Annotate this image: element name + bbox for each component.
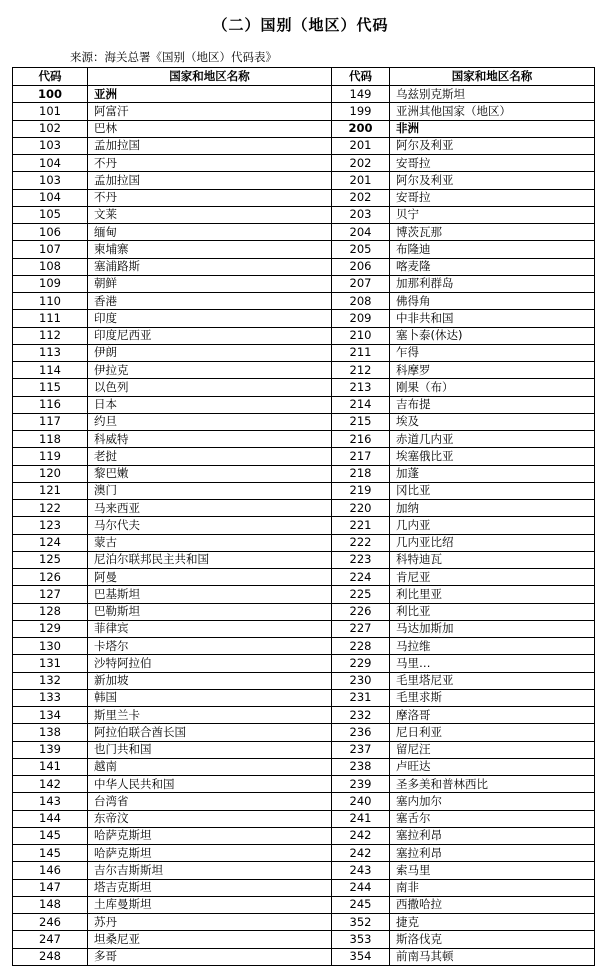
cell-name-left: 老挝 <box>88 448 332 465</box>
cell-name-left: 吉尔吉斯斯坦 <box>88 862 332 879</box>
cell-code-right: 205 <box>332 241 390 258</box>
cell-code-left: 123 <box>13 517 88 534</box>
cell-code-right: 229 <box>332 655 390 672</box>
cell-name-right: 喀麦隆 <box>390 258 595 275</box>
cell-code-right: 352 <box>332 914 390 931</box>
cell-name-left: 台湾省 <box>88 793 332 810</box>
table-row <box>13 500 595 517</box>
table-row <box>13 327 595 344</box>
cell-name-left: 马尔代夫 <box>88 517 332 534</box>
cell-name-right: 毛里求斯 <box>390 689 595 706</box>
cell-name-left: 巴勒斯坦 <box>88 603 332 620</box>
cell-name-left: 孟加拉国 <box>88 137 332 154</box>
cell-code-right: 353 <box>332 931 390 948</box>
cell-name-right: 南非 <box>390 879 595 896</box>
table-row <box>13 672 595 689</box>
cell-code-right: 242 <box>332 845 390 862</box>
cell-name-left: 巴林 <box>88 120 332 137</box>
cell-code-right: 221 <box>332 517 390 534</box>
table-row <box>13 724 595 741</box>
cell-name-right: 马拉维 <box>390 638 595 655</box>
cell-code-right: 202 <box>332 155 390 172</box>
cell-name-right: 圣多美和普林西比 <box>390 776 595 793</box>
cell-name-right: 科特迪瓦 <box>390 551 595 568</box>
cell-code-left: 104 <box>13 155 88 172</box>
table-row <box>13 845 595 862</box>
cell-code-left: 114 <box>13 362 88 379</box>
cell-name-right: 加纳 <box>390 500 595 517</box>
cell-code-right: 211 <box>332 344 390 361</box>
cell-name-left: 蒙古 <box>88 534 332 551</box>
cell-code-left: 144 <box>13 810 88 827</box>
cell-name-right: 加蓬 <box>390 465 595 482</box>
cell-name-right: 留尼汪 <box>390 741 595 758</box>
cell-code-right: 217 <box>332 448 390 465</box>
table-row <box>13 172 595 189</box>
cell-name-right: 贝宁 <box>390 206 595 223</box>
table-row <box>13 827 595 844</box>
cell-name-right: 利比亚 <box>390 603 595 620</box>
cell-code-left: 115 <box>13 379 88 396</box>
table-row <box>13 241 595 258</box>
cell-code-right: 215 <box>332 413 390 430</box>
table-row <box>13 914 595 931</box>
table-row <box>13 103 595 120</box>
table-row <box>13 707 595 724</box>
cell-code-left: 104 <box>13 189 88 206</box>
cell-code-left: 118 <box>13 431 88 448</box>
cell-code-right: 227 <box>332 620 390 637</box>
table-row <box>13 758 595 775</box>
cell-name-right: 塞拉利昂 <box>390 845 595 862</box>
cell-name-left: 坦桑尼亚 <box>88 931 332 948</box>
cell-name-left: 土库曼斯坦 <box>88 896 332 913</box>
table-row <box>13 534 595 551</box>
cell-name-left: 缅甸 <box>88 224 332 241</box>
cell-code-left: 121 <box>13 482 88 499</box>
cell-code-right: 212 <box>332 362 390 379</box>
cell-code-right: 241 <box>332 810 390 827</box>
cell-code-left: 112 <box>13 327 88 344</box>
cell-name-left: 阿曼 <box>88 569 332 586</box>
cell-name-right: 佛得角 <box>390 293 595 310</box>
cell-code-right: 224 <box>332 569 390 586</box>
table-row <box>13 862 595 879</box>
cell-code-right: 232 <box>332 707 390 724</box>
table-row <box>13 776 595 793</box>
cell-code-left: 248 <box>13 948 88 965</box>
table-row <box>13 137 595 154</box>
table-row <box>13 879 595 896</box>
table-row <box>13 896 595 913</box>
table-row <box>13 275 595 292</box>
cell-code-right: 214 <box>332 396 390 413</box>
cell-code-left: 127 <box>13 586 88 603</box>
cell-code-left: 129 <box>13 620 88 637</box>
cell-code-right: 206 <box>332 258 390 275</box>
cell-code-left: 116 <box>13 396 88 413</box>
cell-code-left: 139 <box>13 741 88 758</box>
cell-code-left: 145 <box>13 845 88 862</box>
cell-name-left: 印度尼西亚 <box>88 327 332 344</box>
cell-code-right: 201 <box>332 137 390 154</box>
cell-name-right: 前南马其顿 <box>390 948 595 965</box>
cell-name-left: 黎巴嫩 <box>88 465 332 482</box>
cell-name-left: 越南 <box>88 758 332 775</box>
cell-name-right: 马达加斯加 <box>390 620 595 637</box>
cell-name-left: 阿富汗 <box>88 103 332 120</box>
cell-code-left: 105 <box>13 206 88 223</box>
cell-code-left: 133 <box>13 689 88 706</box>
table-row <box>13 465 595 482</box>
cell-code-right: 240 <box>332 793 390 810</box>
cell-code-left: 110 <box>13 293 88 310</box>
table-row <box>13 448 595 465</box>
country-code-table <box>12 67 595 966</box>
cell-code-right: 244 <box>332 879 390 896</box>
cell-code-left: 111 <box>13 310 88 327</box>
cell-name-right: 安哥拉 <box>390 189 595 206</box>
cell-code-left: 122 <box>13 500 88 517</box>
cell-name-right: 斯洛伐克 <box>390 931 595 948</box>
cell-code-left: 108 <box>13 258 88 275</box>
table-row <box>13 293 595 310</box>
cell-name-right: 刚果（布） <box>390 379 595 396</box>
table-row <box>13 206 595 223</box>
table-row <box>13 931 595 948</box>
table-row <box>13 379 595 396</box>
cell-code-right: 242 <box>332 827 390 844</box>
cell-name-left: 香港 <box>88 293 332 310</box>
cell-code-left: 106 <box>13 224 88 241</box>
cell-name-right: 卢旺达 <box>390 758 595 775</box>
cell-name-left: 斯里兰卡 <box>88 707 332 724</box>
header-code-right: 代码 <box>332 68 390 86</box>
cell-name-left: 苏丹 <box>88 914 332 931</box>
cell-name-right: 捷克 <box>390 914 595 931</box>
header-code-left: 代码 <box>13 68 88 86</box>
cell-code-right: 239 <box>332 776 390 793</box>
cell-code-right: 199 <box>332 103 390 120</box>
cell-code-left: 143 <box>13 793 88 810</box>
cell-name-right: 塞卜泰(休达) <box>390 327 595 344</box>
cell-code-left: 119 <box>13 448 88 465</box>
cell-name-left: 塞浦路斯 <box>88 258 332 275</box>
cell-name-left: 沙特阿拉伯 <box>88 655 332 672</box>
cell-name-left: 约旦 <box>88 413 332 430</box>
cell-code-left: 146 <box>13 862 88 879</box>
cell-name-right: 布隆迪 <box>390 241 595 258</box>
cell-name-left: 以色列 <box>88 379 332 396</box>
table-row <box>13 810 595 827</box>
cell-code-right: 219 <box>332 482 390 499</box>
table-row <box>13 431 595 448</box>
cell-code-right: 225 <box>332 586 390 603</box>
cell-name-left: 朝鲜 <box>88 275 332 292</box>
cell-code-left: 138 <box>13 724 88 741</box>
cell-name-right: 科摩罗 <box>390 362 595 379</box>
table-row <box>13 655 595 672</box>
cell-code-right: 216 <box>332 431 390 448</box>
cell-name-right: 赤道几内亚 <box>390 431 595 448</box>
cell-code-left: 247 <box>13 931 88 948</box>
cell-name-right: 吉布提 <box>390 396 595 413</box>
cell-name-left: 菲律宾 <box>88 620 332 637</box>
table-row <box>13 793 595 810</box>
cell-code-right: 223 <box>332 551 390 568</box>
cell-name-right: 非洲 <box>390 120 595 137</box>
table-row <box>13 86 595 103</box>
cell-name-right: 马里… <box>390 655 595 672</box>
table-row <box>13 396 595 413</box>
cell-code-right: 204 <box>332 224 390 241</box>
cell-code-left: 117 <box>13 413 88 430</box>
cell-name-right: 塞拉利昂 <box>390 827 595 844</box>
cell-code-right: 149 <box>332 86 390 103</box>
table-row <box>13 517 595 534</box>
cell-code-left: 142 <box>13 776 88 793</box>
cell-code-right: 236 <box>332 724 390 741</box>
table-row <box>13 569 595 586</box>
table-body <box>13 86 595 966</box>
cell-name-left: 不丹 <box>88 189 332 206</box>
cell-code-right: 210 <box>332 327 390 344</box>
cell-name-right: 西撒哈拉 <box>390 896 595 913</box>
cell-code-left: 130 <box>13 638 88 655</box>
cell-name-left: 日本 <box>88 396 332 413</box>
cell-name-left: 尼泊尔联邦民主共和国 <box>88 551 332 568</box>
cell-code-right: 222 <box>332 534 390 551</box>
cell-code-left: 132 <box>13 672 88 689</box>
cell-name-right: 乌兹别克斯坦 <box>390 86 595 103</box>
cell-code-left: 101 <box>13 103 88 120</box>
cell-code-right: 213 <box>332 379 390 396</box>
table-row <box>13 155 595 172</box>
cell-name-right: 摩洛哥 <box>390 707 595 724</box>
table-row <box>13 120 595 137</box>
table-header-row <box>13 68 595 86</box>
cell-name-left: 卡塔尔 <box>88 638 332 655</box>
cell-name-left: 阿拉伯联合酋长国 <box>88 724 332 741</box>
table-row <box>13 189 595 206</box>
source-note: 来源：海关总署《国别（地区）代码表》 <box>70 50 277 64</box>
cell-code-right: 203 <box>332 206 390 223</box>
cell-name-right: 埃塞俄比亚 <box>390 448 595 465</box>
cell-name-right: 阿尔及利亚 <box>390 172 595 189</box>
cell-code-right: 200 <box>332 120 390 137</box>
cell-code-left: 124 <box>13 534 88 551</box>
cell-code-right: 238 <box>332 758 390 775</box>
cell-code-right: 220 <box>332 500 390 517</box>
cell-name-left: 巴基斯坦 <box>88 586 332 603</box>
cell-name-right: 利比里亚 <box>390 586 595 603</box>
cell-code-right: 208 <box>332 293 390 310</box>
header-name-right: 国家和地区名称 <box>390 68 595 86</box>
table-row <box>13 310 595 327</box>
table-row <box>13 620 595 637</box>
cell-name-right: 中非共和国 <box>390 310 595 327</box>
table-row <box>13 603 595 620</box>
cell-name-left: 中华人民共和国 <box>88 776 332 793</box>
table-row <box>13 413 595 430</box>
cell-code-right: 209 <box>332 310 390 327</box>
cell-code-left: 128 <box>13 603 88 620</box>
cell-name-right: 阿尔及利亚 <box>390 137 595 154</box>
cell-name-right: 几内亚 <box>390 517 595 534</box>
cell-name-right: 加那利群岛 <box>390 275 595 292</box>
cell-code-right: 230 <box>332 672 390 689</box>
cell-code-right: 243 <box>332 862 390 879</box>
cell-code-left: 103 <box>13 137 88 154</box>
cell-code-right: 207 <box>332 275 390 292</box>
cell-name-left: 柬埔寨 <box>88 241 332 258</box>
cell-name-left: 亚洲 <box>88 86 332 103</box>
cell-name-right: 埃及 <box>390 413 595 430</box>
cell-code-right: 354 <box>332 948 390 965</box>
cell-code-left: 134 <box>13 707 88 724</box>
cell-name-left: 多哥 <box>88 948 332 965</box>
cell-code-left: 100 <box>13 86 88 103</box>
cell-name-right: 塞舌尔 <box>390 810 595 827</box>
cell-code-right: 202 <box>332 189 390 206</box>
cell-name-right: 肯尼亚 <box>390 569 595 586</box>
cell-name-left: 东帝汶 <box>88 810 332 827</box>
table-row <box>13 586 595 603</box>
cell-code-left: 147 <box>13 879 88 896</box>
cell-name-left: 韩国 <box>88 689 332 706</box>
table-row <box>13 344 595 361</box>
cell-name-right: 几内亚比绍 <box>390 534 595 551</box>
cell-code-left: 120 <box>13 465 88 482</box>
cell-name-right: 索马里 <box>390 862 595 879</box>
cell-name-left: 也门共和国 <box>88 741 332 758</box>
cell-code-left: 113 <box>13 344 88 361</box>
cell-name-left: 不丹 <box>88 155 332 172</box>
cell-name-left: 伊朗 <box>88 344 332 361</box>
cell-name-left: 孟加拉国 <box>88 172 332 189</box>
cell-code-right: 231 <box>332 689 390 706</box>
cell-code-right: 201 <box>332 172 390 189</box>
cell-code-left: 246 <box>13 914 88 931</box>
cell-name-right: 博茨瓦那 <box>390 224 595 241</box>
cell-name-left: 塔吉克斯坦 <box>88 879 332 896</box>
cell-code-left: 125 <box>13 551 88 568</box>
cell-code-left: 109 <box>13 275 88 292</box>
table-row <box>13 482 595 499</box>
cell-code-right: 228 <box>332 638 390 655</box>
cell-code-left: 107 <box>13 241 88 258</box>
table-row <box>13 258 595 275</box>
table-row <box>13 224 595 241</box>
table-row <box>13 741 595 758</box>
cell-code-left: 126 <box>13 569 88 586</box>
cell-code-left: 145 <box>13 827 88 844</box>
cell-name-left: 科威特 <box>88 431 332 448</box>
cell-name-right: 冈比亚 <box>390 482 595 499</box>
page-title: （二）国别（地区）代码 <box>212 16 389 34</box>
cell-code-left: 148 <box>13 896 88 913</box>
cell-name-left: 哈萨克斯坦 <box>88 845 332 862</box>
cell-name-left: 印度 <box>88 310 332 327</box>
cell-name-right: 塞内加尔 <box>390 793 595 810</box>
cell-name-left: 新加坡 <box>88 672 332 689</box>
table-row <box>13 689 595 706</box>
cell-code-left: 131 <box>13 655 88 672</box>
cell-name-left: 澳门 <box>88 482 332 499</box>
table-row <box>13 638 595 655</box>
table-row <box>13 948 595 965</box>
cell-code-right: 226 <box>332 603 390 620</box>
cell-name-right: 亚洲其他国家（地区） <box>390 103 595 120</box>
cell-name-right: 毛里塔尼亚 <box>390 672 595 689</box>
cell-name-left: 伊拉克 <box>88 362 332 379</box>
header-name-left: 国家和地区名称 <box>88 68 332 86</box>
cell-name-left: 马来西亚 <box>88 500 332 517</box>
cell-name-right: 安哥拉 <box>390 155 595 172</box>
cell-code-left: 141 <box>13 758 88 775</box>
cell-name-left: 哈萨克斯坦 <box>88 827 332 844</box>
cell-name-left: 文莱 <box>88 206 332 223</box>
cell-name-right: 尼日利亚 <box>390 724 595 741</box>
cell-code-right: 237 <box>332 741 390 758</box>
cell-code-left: 103 <box>13 172 88 189</box>
table-row <box>13 362 595 379</box>
cell-code-left: 102 <box>13 120 88 137</box>
table-row <box>13 551 595 568</box>
cell-name-right: 乍得 <box>390 344 595 361</box>
cell-code-right: 245 <box>332 896 390 913</box>
cell-code-right: 218 <box>332 465 390 482</box>
